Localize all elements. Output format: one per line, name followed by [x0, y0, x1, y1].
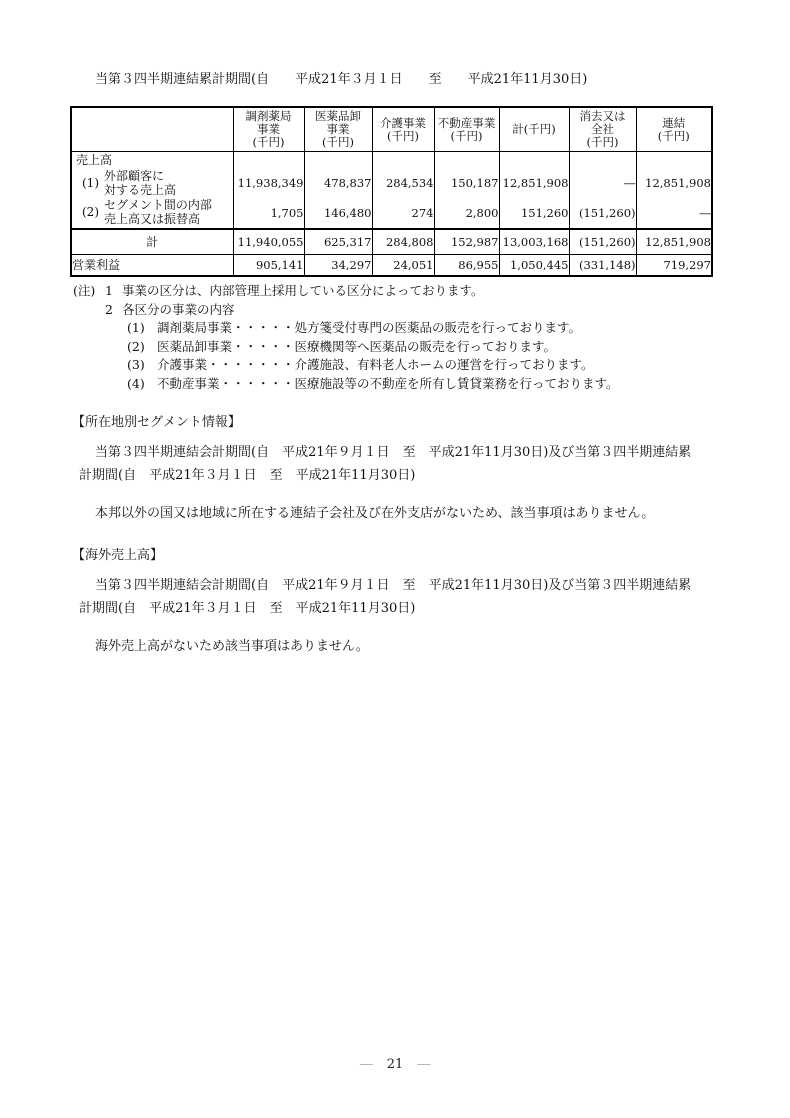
- section-body: 本邦以外の国又は地域に所在する連結子会社及び在外支店がないため、該当事項はありません。: [95, 506, 655, 521]
- operating-income-row: 営業利益 905,141 34,297 24,051 86,955 1,050,445 (331,148) 719,297: [71, 254, 712, 276]
- section-heading: 【所在地別セグメント情報】: [72, 415, 241, 430]
- header-nursing: 介護事業 (千円): [372, 107, 434, 152]
- sales-block-row: [71, 152, 712, 230]
- sales-consolidated: 12,851,908 ―: [636, 152, 712, 230]
- sales-pharmacy: 11,938,349 1,705: [233, 152, 304, 230]
- header-realestate: 不動産事業 (千円): [434, 107, 499, 152]
- header-elimination: 消去又は 全社 (千円): [569, 107, 636, 152]
- note-1: (注) 1 事業の区分は、内部管理上採用している区分によっております。: [73, 283, 484, 298]
- page-number: 21: [386, 1057, 404, 1072]
- sales-elimination: ― (151,260): [569, 152, 636, 230]
- section-period-line2: 計期間(自 平成21年３月１日 至 平成21年11月30日): [79, 601, 416, 616]
- section-overseas-sales: [70, 547, 720, 654]
- note-subitem-4: (4) 不動産事業・・・・・・医療施設等の不動産を所有し賃貸業務を行っております。: [127, 375, 619, 391]
- sales-wholesale: 478,837 146,480: [304, 152, 372, 230]
- operating-income-label: 営業利益: [71, 254, 233, 276]
- section-geographic-segments: [70, 414, 720, 521]
- note-2: 2 各区分の事業の内容: [105, 301, 235, 317]
- header-blank-cell: [71, 107, 233, 152]
- sales-heading: 売上高: [76, 153, 113, 167]
- table-notes: [70, 282, 720, 393]
- total-label: 計: [71, 229, 233, 254]
- external-sales-label: (1) 外部顧客に 対する売上高: [82, 168, 177, 197]
- sales-total: 12,851,908 151,260: [499, 152, 569, 230]
- header-total: 計(千円): [499, 107, 569, 152]
- segment-table: [70, 106, 713, 277]
- note-subitem-1: (1) 調剤薬局事業・・・・・処方箋受付専門の医薬品の販売を行っております。: [127, 320, 582, 335]
- sales-nursing: 284,534 274: [372, 152, 434, 230]
- sales-label-cell: [71, 152, 233, 230]
- sales-realestate: 150,187 2,800: [434, 152, 499, 230]
- section-heading: 【海外売上高】: [72, 548, 164, 563]
- footer-left-dash: ―: [359, 1057, 373, 1072]
- header-pharmacy: 調剤薬局 事業 (千円): [233, 107, 304, 152]
- intersegment-sales-label: (2) セグメント間の内部 売上高又は振替高: [82, 197, 212, 226]
- header-consolidated: 連結 (千円): [636, 107, 712, 152]
- footer-right-dash: ―: [417, 1057, 431, 1072]
- section-period-line1: 当第３四半期連結会計期間(自 平成21年９月１日 至 平成21年11月30日)及び当第３四半期連結累: [95, 578, 692, 593]
- period-title: 当第３四半期連結累計期間(自 平成21年３月１日 至 平成21年11月30日): [95, 72, 588, 87]
- table-header-row: [71, 107, 712, 152]
- header-wholesale: 医薬品卸 事業 (千円): [304, 107, 372, 152]
- section-period-line1: 当第３四半期連結会計期間(自 平成21年９月１日 至 平成21年11月30日)及び当第３四半期連結累: [95, 445, 692, 460]
- total-row: 計 11,940,055 625,317 284,808 152,987 13,003,168 (151,260) 12,851,908: [71, 229, 712, 254]
- note-subitem-3: (3) 介護事業・・・・・・・介護施設、有料老人ホームの運営を行っております。: [127, 357, 594, 372]
- section-body: 海外売上高がないため該当事項はありません。: [95, 639, 369, 654]
- note-subitem-2: (2) 医薬品卸事業・・・・・医療機関等へ医薬品の販売を行っております。: [127, 338, 557, 354]
- page-footer: [0, 1057, 790, 1072]
- section-period-line2: 計期間(自 平成21年３月１日 至 平成21年11月30日): [79, 468, 416, 483]
